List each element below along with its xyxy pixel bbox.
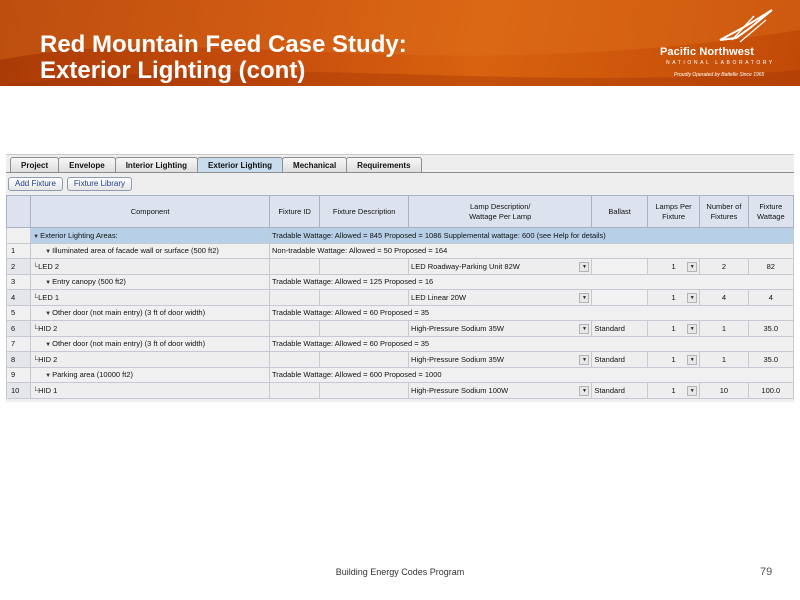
tab-mechanical[interactable]: Mechanical [282,157,347,173]
row-number: 2 [7,259,31,275]
wattage-summary: Tradable Wattage: Allowed = 845 Proposed = 1086 Supplemental wattage: 600 (see Help for details) [269,228,793,244]
table-row[interactable] [7,274,794,290]
lamp-select[interactable] [409,259,592,275]
row-number: 1 [7,243,31,259]
triangle-down-icon[interactable]: ▼ [45,280,52,287]
fixture-description-cell[interactable] [320,321,409,337]
table-row[interactable] [7,367,794,383]
component-cell[interactable] [31,352,270,368]
header-lamps-per-fixture[interactable] [647,196,699,228]
chevron-down-icon[interactable]: ▼ [579,355,589,365]
lamp-value: LED Linear 20W [411,292,467,302]
row-number: 9 [7,367,31,383]
component-label: Entry canopy (500 ft2) [52,277,126,287]
title-line-1: Red Mountain Feed Case Study: [40,31,407,58]
fixture-count-cell[interactable]: 4 [700,290,748,306]
header-fixture-id[interactable]: Fixture ID [269,196,319,228]
lamps-value: 1 [671,292,676,302]
triangle-down-icon[interactable]: ▼ [45,249,52,256]
wattage-summary: Tradable Wattage: Allowed = 60 Proposed = 35 [269,336,793,352]
chevron-down-icon[interactable]: ▼ [687,262,697,272]
tab-bar [10,157,421,173]
lamp-value: High-Pressure Sodium 35W [411,354,504,364]
component-label: LED 1 [38,292,59,302]
header-lamps-line-2: Fixture [662,211,685,221]
header-banner [0,0,800,86]
component-cell[interactable] [31,259,270,275]
pnnl-logo [660,8,790,80]
title-line-2: Exterior Lighting (cont) [40,57,306,84]
lamps-select[interactable] [647,259,699,275]
component-cell[interactable] [31,274,270,290]
tree-connector-icon: └ [33,263,39,271]
row-number: 8 [7,352,31,368]
tab-requirements[interactable]: Requirements [346,157,421,173]
fixture-description-cell[interactable] [320,352,409,368]
chevron-down-icon[interactable]: ▼ [687,355,697,365]
chevron-down-icon[interactable]: ▼ [579,262,589,272]
component-label: Other door (not main entry) (3 ft of door width) [52,308,206,318]
component-cell[interactable] [31,243,270,259]
lamp-value: High-Pressure Sodium 35W [411,323,504,333]
chevron-down-icon[interactable]: ▼ [579,324,589,334]
header-lamp-line-2: Wattage Per Lamp [469,211,532,221]
header-wattage-line-2: Wattage [756,211,785,221]
ballast-cell[interactable]: Standard [592,352,647,368]
table-row[interactable] [7,352,794,368]
chevron-down-icon[interactable]: ▼ [579,386,589,396]
triangle-down-icon[interactable]: ▼ [33,233,40,240]
table-row[interactable] [7,290,794,306]
fixture-id-cell[interactable] [269,383,319,399]
fixture-count-cell[interactable]: 1 [700,352,748,368]
tab-interior-lighting[interactable]: Interior Lighting [115,157,198,173]
comcheck-window [6,154,794,402]
ballast-cell[interactable] [592,290,647,306]
header-wattage-line-1: Fixture [759,201,783,211]
lamps-select[interactable] [647,383,699,399]
tab-project[interactable]: Project [10,157,59,173]
add-fixture-button[interactable]: Add Fixture [8,177,63,191]
header-lamp-description[interactable] [409,196,592,228]
triangle-down-icon[interactable]: ▼ [45,311,52,318]
lamps-select[interactable] [647,290,699,306]
chevron-down-icon[interactable]: ▼ [687,293,697,303]
logo-mark-icon [716,8,776,44]
lamp-value: LED Roadway-Parking Unit 82W [411,261,520,271]
row-number: 3 [7,274,31,290]
header-number-line-2: Fixtures [710,211,738,221]
wattage-summary: Non-tradable Wattage: Allowed = 50 Proposed = 164 [269,243,793,259]
header-number-line-1: Number of [706,201,742,211]
component-label: Other door (not main entry) (3 ft of door width) [52,339,206,349]
lamp-value: High-Pressure Sodium 100W [411,385,509,395]
component-label: Exterior Lighting Areas: [40,230,118,240]
tree-connector-icon: └ [33,356,39,364]
component-label: HID 2 [38,323,58,333]
lamps-value: 1 [671,323,676,333]
component-cell[interactable] [31,305,270,321]
fixture-description-cell[interactable] [320,259,409,275]
chevron-down-icon[interactable]: ▼ [579,293,589,303]
tree-connector-icon: └ [33,325,39,333]
table-row[interactable] [7,383,794,399]
lamp-select[interactable] [409,290,592,306]
header-fixture-wattage[interactable] [748,196,793,228]
chevron-down-icon[interactable]: ▼ [687,324,697,334]
fixture-wattage-cell[interactable]: 35.0 [748,321,793,337]
component-cell[interactable] [31,383,270,399]
triangle-down-icon[interactable]: ▼ [45,373,52,380]
lamp-select[interactable] [409,352,592,368]
header-fixture-description[interactable]: Fixture Description [320,196,409,228]
toolbar [6,175,132,193]
header-lamps-line-1: Lamps Per [655,201,692,211]
wattage-summary: Tradable Wattage: Allowed = 600 Proposed = 1000 [269,367,793,383]
component-label: LED 2 [38,261,59,271]
fixture-count-cell[interactable]: 1 [700,321,748,337]
component-cell[interactable] [31,321,270,337]
lamps-select[interactable] [647,352,699,368]
fixture-count-cell[interactable]: 10 [700,383,748,399]
component-cell[interactable] [31,336,270,352]
row-number: 10 [7,383,31,399]
table-header-row [7,196,794,228]
tree-connector-icon: └ [33,294,39,302]
wattage-summary: Tradable Wattage: Allowed = 60 Proposed = 35 [269,305,793,321]
fixture-description-cell[interactable] [320,290,409,306]
header-number-of-fixtures[interactable] [700,196,748,228]
lamps-value: 1 [671,261,676,271]
component-cell[interactable] [31,290,270,306]
fixture-id-cell[interactable] [269,321,319,337]
wattage-summary: Tradable Wattage: Allowed = 125 Proposed = 16 [269,274,793,290]
triangle-down-icon[interactable]: ▼ [45,342,52,349]
table-row[interactable] [7,305,794,321]
logo-name: Pacific Northwest [660,46,755,58]
row-number: 6 [7,321,31,337]
table-row[interactable] [7,228,794,244]
fixture-description-cell[interactable] [320,383,409,399]
header-row-number [7,196,31,228]
ballast-cell[interactable]: Standard [592,321,647,337]
component-cell[interactable] [31,228,270,244]
logo-tagline: Proudly Operated by Battelle Since 1965 [674,72,765,78]
header-component[interactable]: Component [31,196,270,228]
table-row[interactable] [7,243,794,259]
tab-envelope[interactable]: Envelope [58,157,116,173]
lamps-value: 1 [671,385,676,395]
component-cell[interactable] [31,367,270,383]
tab-divider [6,172,794,173]
page-title [40,32,407,84]
row-number: 4 [7,290,31,306]
row-number [7,228,31,244]
fixture-id-cell[interactable] [269,290,319,306]
component-label: HID 1 [38,385,58,395]
tree-connector-icon: └ [33,387,39,395]
ballast-cell[interactable] [592,259,647,275]
footer-program-name: Building Energy Codes Program [335,567,465,577]
fixture-count-cell[interactable]: 2 [700,259,748,275]
fixture-table [6,195,794,399]
component-label: Illuminated area of facade wall or surface (500 ft2) [52,246,219,256]
tab-exterior-lighting[interactable]: Exterior Lighting [197,157,283,173]
table-row[interactable] [7,259,794,275]
row-number: 7 [7,336,31,352]
logo-subtitle: NATIONAL LABORATORY [666,60,775,66]
component-label: HID 2 [38,354,58,364]
table-row[interactable] [7,321,794,337]
fixture-wattage-cell[interactable]: 35.0 [748,352,793,368]
lamp-select[interactable] [409,383,592,399]
fixture-wattage-cell[interactable]: 82 [748,259,793,275]
fixture-wattage-cell[interactable]: 4 [748,290,793,306]
lamp-select[interactable] [409,321,592,337]
ballast-cell[interactable]: Standard [592,383,647,399]
component-label: Parking area (10000 ft2) [52,370,134,380]
table-row[interactable] [7,336,794,352]
lamps-value: 1 [671,354,676,364]
chevron-down-icon[interactable]: ▼ [687,386,697,396]
fixture-library-button[interactable]: Fixture Library [67,177,132,191]
header-ballast[interactable]: Ballast [592,196,647,228]
row-number: 5 [7,305,31,321]
fixture-wattage-cell[interactable]: 100.0 [748,383,793,399]
header-lamp-line-1: Lamp Description/ [470,201,531,211]
lamps-select[interactable] [647,321,699,337]
fixture-id-cell[interactable] [269,352,319,368]
fixture-id-cell[interactable] [269,259,319,275]
page-number: 79 [760,566,773,578]
